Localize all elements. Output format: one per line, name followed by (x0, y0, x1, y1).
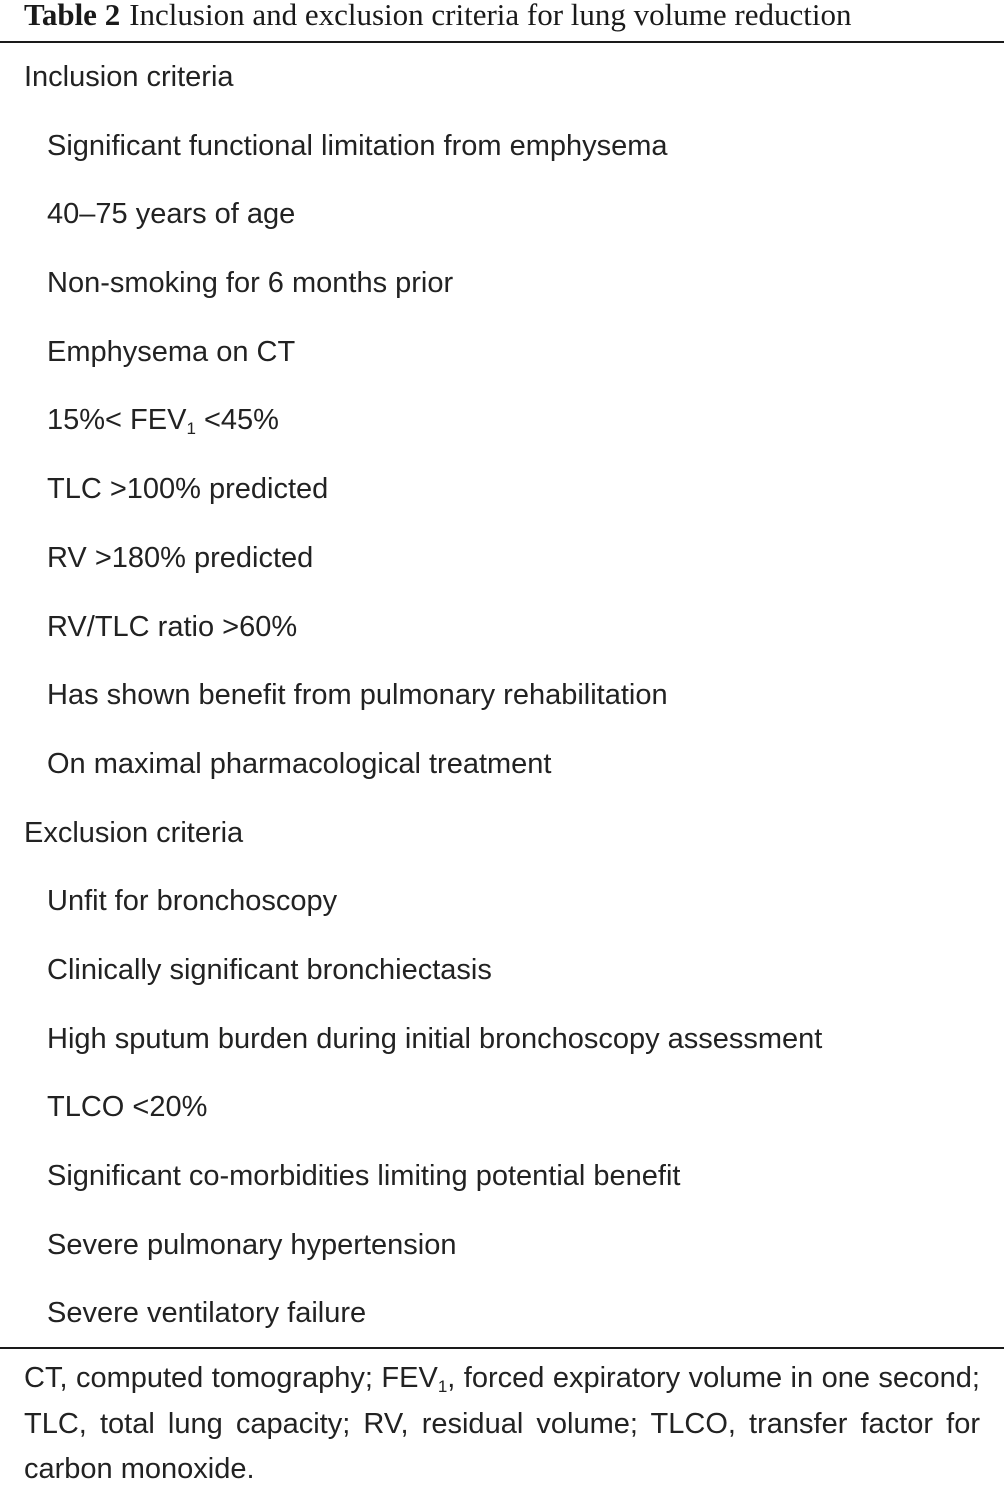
exclusion-item: Significant co-morbidities limiting potential benefit (47, 1160, 681, 1192)
inclusion-item: RV/TLC ratio >60% (47, 610, 298, 643)
exclusion-item: TLCO <20% (47, 1091, 208, 1124)
exclusion-item: Severe pulmonary hypertension (47, 1228, 457, 1261)
inclusion-item: Non-smoking for 6 months prior (47, 267, 454, 300)
table-title (24, 0, 851, 40)
criteria-table (0, 43, 1004, 1348)
footnote-subscript: 1 (437, 1377, 448, 1396)
inclusion-item: RV >180% predicted (47, 541, 314, 574)
footnote-text-part2: , forced expiratory volume in one second; TLC, total lung capacity; RV, residual volume; TLCO, transfer factor for carbon monoxide. (24, 1362, 980, 1485)
table-label: Table 2 (24, 0, 121, 32)
table-footnote (24, 1356, 980, 1493)
footnote-text-part1: CT, computed tomography; FEV (24, 1362, 438, 1394)
inclusion-item: 40–75 years of age (47, 198, 296, 231)
fev1-subscript: 1 (186, 419, 196, 439)
exclusion-item: High sputum burden during initial bronchoscopy assessment (47, 1022, 823, 1055)
table-caption: Inclusion and exclusion criteria for lung volume reduction (129, 0, 852, 32)
inclusion-heading: Inclusion criteria (24, 61, 234, 93)
inclusion-item-fev1 (0, 386, 1004, 455)
inclusion-item: Emphysema on CT (47, 335, 296, 368)
bottom-rule (0, 1347, 1004, 1349)
inclusion-item: TLC >100% predicted (47, 473, 329, 506)
fev1-text-after: <45% (195, 404, 279, 437)
fev1-text-before: 15%< FEV (47, 404, 187, 437)
inclusion-item: Significant functional limitation from emphysema (47, 129, 668, 162)
exclusion-heading: Exclusion criteria (24, 816, 244, 849)
inclusion-item: On maximal pharmacological treatment (47, 747, 552, 780)
exclusion-item: Unfit for bronchoscopy (47, 885, 338, 918)
inclusion-item: Has shown benefit from pulmonary rehabilitation (47, 679, 668, 712)
exclusion-item: Severe ventilatory failure (47, 1297, 367, 1330)
exclusion-item: Clinically significant bronchiectasis (47, 953, 492, 986)
